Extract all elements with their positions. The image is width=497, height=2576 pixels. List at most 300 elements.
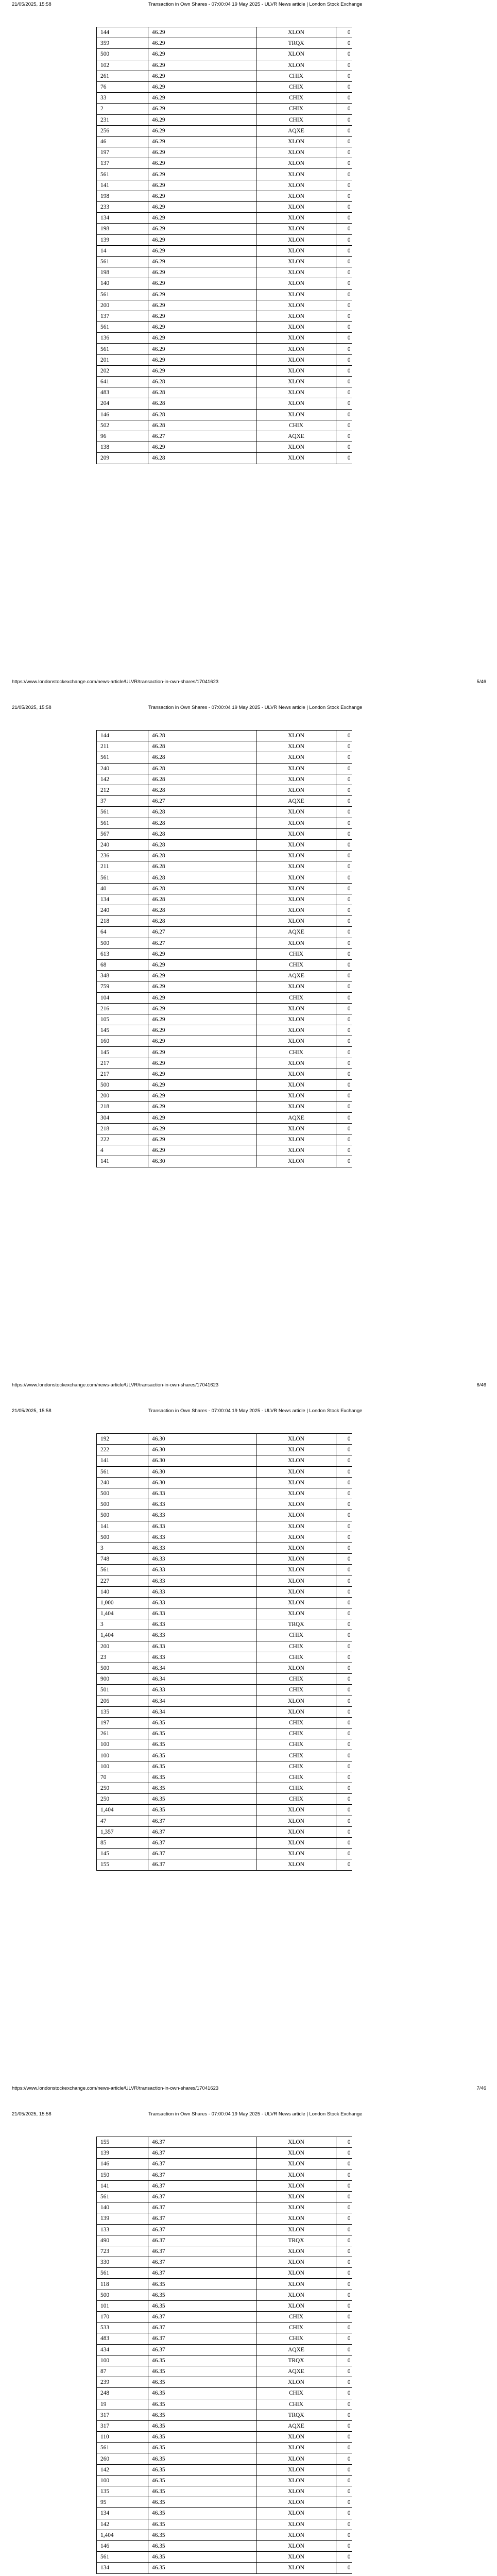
venue-cell: CHIX [256, 2388, 336, 2399]
time-cell: 0 [336, 905, 352, 916]
price-cell: 46.29 [148, 60, 256, 71]
venue-cell: XLON [256, 807, 336, 818]
price-cell: 46.27 [148, 927, 256, 938]
table-row [97, 2300, 352, 2311]
venue-cell: XLON [256, 147, 336, 158]
venue-cell: XLON [256, 2508, 336, 2519]
volume-cell: 483 [97, 2333, 148, 2344]
venue-cell: AQXE [256, 1112, 336, 1123]
table-row [97, 1488, 352, 1499]
venue-cell: CHIX [256, 1047, 336, 1058]
table-row [97, 741, 352, 752]
table-row [97, 2202, 352, 2213]
table-row [97, 2420, 352, 2431]
pdf-page [0, 0, 497, 703]
venue-cell: XLON [256, 245, 336, 256]
venue-cell: CHIX [256, 71, 336, 81]
time-cell: 0 [336, 2290, 352, 2300]
price-cell: 46.30 [148, 1466, 256, 1477]
venue-cell: XLON [256, 1543, 336, 1553]
venue-cell: TRQX [256, 2355, 336, 2366]
venue-cell: XLON [256, 2246, 336, 2257]
venue-cell: XLON [256, 1565, 336, 1575]
table-row [97, 1630, 352, 1641]
volume-cell: 500 [97, 1499, 148, 1510]
venue-cell: XLON [256, 1586, 336, 1597]
price-cell: 46.35 [148, 1739, 256, 1750]
table-row [97, 267, 352, 278]
table-row [97, 256, 352, 267]
table-row [97, 1826, 352, 1837]
volume-cell: 533 [97, 2323, 148, 2333]
venue-cell: XLON [256, 818, 336, 828]
venue-cell: XLON [256, 1663, 336, 1673]
price-cell: 46.37 [148, 2257, 256, 2268]
volume-cell: 70 [97, 1772, 148, 1783]
time-cell: 0 [336, 1783, 352, 1794]
table-row [97, 104, 352, 114]
time-cell: 0 [336, 365, 352, 376]
venue-cell: XLON [256, 763, 336, 774]
page-footer [12, 1382, 485, 1389]
venue-cell: AQXE [256, 125, 336, 136]
table-row [97, 1805, 352, 1816]
table-row [97, 2290, 352, 2300]
price-cell: 46.29 [148, 311, 256, 321]
volume-cell: 206 [97, 1696, 148, 1706]
volume-cell: 236 [97, 851, 148, 861]
venue-cell: XLON [256, 49, 336, 60]
venue-cell: XLON [256, 2191, 336, 2202]
time-cell: 0 [336, 1554, 352, 1565]
price-cell: 46.35 [148, 2552, 256, 2563]
venue-cell: XLON [256, 1069, 336, 1079]
time-cell: 0 [336, 409, 352, 420]
price-cell: 46.35 [148, 2443, 256, 2453]
time-cell: 0 [336, 916, 352, 927]
price-cell: 46.29 [148, 71, 256, 81]
price-cell: 46.28 [148, 409, 256, 420]
venue-cell: CHIX [256, 1652, 336, 1663]
price-cell: 46.33 [148, 1619, 256, 1630]
venue-cell: XLON [256, 1575, 336, 1586]
price-cell: 46.35 [148, 2464, 256, 2475]
table-row [97, 872, 352, 883]
time-cell: 0 [336, 1091, 352, 1101]
venue-cell: XLON [256, 2540, 336, 2551]
price-cell: 46.35 [148, 1717, 256, 1728]
time-cell: 0 [336, 1586, 352, 1597]
volume-cell: 155 [97, 2137, 148, 2148]
volume-cell: 218 [97, 1123, 148, 1134]
table-row [97, 1685, 352, 1696]
table-row [97, 1014, 352, 1025]
table-row [97, 169, 352, 180]
price-cell: 46.29 [148, 169, 256, 180]
price-cell: 46.28 [148, 731, 256, 741]
table-row [97, 1145, 352, 1156]
table-row [97, 1445, 352, 1455]
venue-cell: XLON [256, 1003, 336, 1014]
venue-cell: XLON [256, 1499, 336, 1510]
time-cell: 0 [336, 104, 352, 114]
price-cell: 46.35 [148, 1805, 256, 1816]
time-cell: 0 [336, 2137, 352, 2148]
volume-cell: 723 [97, 2246, 148, 2257]
price-cell: 46.35 [148, 2453, 256, 2464]
venue-cell: XLON [256, 442, 336, 453]
time-cell: 0 [336, 114, 352, 125]
venue-cell: XLON [256, 1816, 336, 1826]
time-cell: 0 [336, 322, 352, 333]
table-row [97, 322, 352, 333]
time-cell: 0 [336, 741, 352, 752]
time-cell: 0 [336, 2235, 352, 2246]
volume-cell: 748 [97, 1554, 148, 1565]
volume-cell: 33 [97, 93, 148, 104]
time-cell: 0 [336, 169, 352, 180]
volume-cell: 561 [97, 1565, 148, 1575]
price-cell: 46.37 [148, 1849, 256, 1859]
table-row [97, 2432, 352, 2443]
time-cell: 0 [336, 278, 352, 289]
time-cell: 0 [336, 2377, 352, 2388]
time-cell: 0 [336, 289, 352, 300]
price-cell: 46.33 [148, 1532, 256, 1543]
table-row [97, 2268, 352, 2279]
price-cell: 46.35 [148, 2508, 256, 2519]
volume-cell: 561 [97, 256, 148, 267]
volume-cell: 500 [97, 49, 148, 60]
table-row [97, 796, 352, 807]
venue-cell: XLON [256, 224, 336, 234]
venue-cell: XLON [256, 2202, 336, 2213]
time-cell: 0 [336, 2333, 352, 2344]
time-cell: 0 [336, 1521, 352, 1532]
print-date: 21/05/2025, 15:58 [12, 2111, 52, 2117]
table-row [97, 971, 352, 981]
price-cell: 46.35 [148, 2399, 256, 2410]
page-header [12, 2, 485, 9]
price-cell: 46.33 [148, 1488, 256, 1499]
volume-cell: 211 [97, 861, 148, 872]
volume-cell: 197 [97, 147, 148, 158]
volume-cell: 900 [97, 1674, 148, 1685]
table-row [97, 81, 352, 92]
table-row [97, 1728, 352, 1739]
venue-cell: XLON [256, 2519, 336, 2530]
venue-cell: CHIX [256, 104, 336, 114]
venue-cell: AQXE [256, 927, 336, 938]
time-cell: 0 [336, 1488, 352, 1499]
time-cell: 0 [336, 1728, 352, 1739]
venue-cell: XLON [256, 2170, 336, 2180]
price-cell: 46.30 [148, 1455, 256, 1466]
time-cell: 0 [336, 2312, 352, 2323]
venue-cell: XLON [256, 398, 336, 409]
volume-cell: 222 [97, 1134, 148, 1145]
time-cell: 0 [336, 147, 352, 158]
volume-cell: 100 [97, 2355, 148, 2366]
venue-cell: XLON [256, 60, 336, 71]
venue-cell: XLON [256, 256, 336, 267]
volume-cell: 231 [97, 114, 148, 125]
volume-cell: 144 [97, 27, 148, 38]
price-cell: 46.37 [148, 2224, 256, 2235]
time-cell: 0 [336, 785, 352, 795]
table-row [97, 2540, 352, 2551]
price-cell: 46.35 [148, 2540, 256, 2551]
time-cell: 0 [336, 2497, 352, 2508]
time-cell: 0 [336, 267, 352, 278]
volume-cell: 144 [97, 731, 148, 741]
volume-cell: 155 [97, 1859, 148, 1870]
table-row [97, 442, 352, 453]
table-row [97, 27, 352, 38]
volume-cell: 110 [97, 2432, 148, 2443]
volume-cell: 100 [97, 2475, 148, 2486]
price-cell: 46.29 [148, 1101, 256, 1112]
time-cell: 0 [336, 1706, 352, 1717]
price-cell: 46.35 [148, 2420, 256, 2431]
time-cell: 0 [336, 2388, 352, 2399]
table-row [97, 1156, 352, 1167]
venue-cell: XLON [256, 453, 336, 464]
time-cell: 0 [336, 1674, 352, 1685]
venue-cell: XLON [256, 333, 336, 344]
venue-cell: CHIX [256, 1783, 336, 1794]
venue-cell: XLON [256, 377, 336, 387]
price-cell: 46.29 [148, 1058, 256, 1069]
table-row [97, 2464, 352, 2475]
time-cell: 0 [336, 959, 352, 970]
volume-cell: 134 [97, 213, 148, 224]
price-cell: 46.28 [148, 453, 256, 464]
volume-cell: 137 [97, 158, 148, 169]
venue-cell: CHIX [256, 959, 336, 970]
time-cell: 0 [336, 2530, 352, 2540]
time-cell: 0 [336, 828, 352, 839]
table-row [97, 938, 352, 948]
time-cell: 0 [336, 927, 352, 938]
table-row [97, 731, 352, 741]
table-row [97, 278, 352, 289]
volume-cell: 192 [97, 1434, 148, 1445]
volume-cell: 248 [97, 2388, 148, 2399]
price-cell: 46.28 [148, 785, 256, 795]
price-cell: 46.37 [148, 2268, 256, 2279]
venue-cell: XLON [256, 2530, 336, 2540]
table-row [97, 2366, 352, 2377]
table-row [97, 1772, 352, 1783]
volume-cell: 500 [97, 1510, 148, 1521]
table-row [97, 1816, 352, 1826]
volume-cell: 330 [97, 2257, 148, 2268]
venue-cell: XLON [256, 981, 336, 992]
table-row [97, 1849, 352, 1859]
page-number: 6/46 [476, 1382, 486, 1388]
time-cell: 0 [336, 731, 352, 741]
time-cell: 0 [336, 2170, 352, 2180]
price-cell: 46.35 [148, 2475, 256, 2486]
time-cell: 0 [336, 894, 352, 905]
price-cell: 46.33 [148, 1586, 256, 1597]
table-row [97, 431, 352, 442]
venue-cell: XLON [256, 2377, 336, 2388]
table-row [97, 2148, 352, 2159]
volume-cell: 198 [97, 224, 148, 234]
volume-cell: 500 [97, 1532, 148, 1543]
time-cell: 0 [336, 1685, 352, 1696]
venue-cell: XLON [256, 365, 336, 376]
venue-cell: XLON [256, 774, 336, 785]
table-row [97, 1091, 352, 1101]
time-cell: 0 [336, 1794, 352, 1805]
price-cell: 46.28 [148, 377, 256, 387]
venue-cell: XLON [256, 2268, 336, 2279]
price-cell: 46.37 [148, 2202, 256, 2213]
venue-cell: XLON [256, 1706, 336, 1717]
table-row [97, 1641, 352, 1652]
price-cell: 46.35 [148, 2377, 256, 2388]
venue-cell: XLON [256, 387, 336, 398]
price-cell: 46.35 [148, 1761, 256, 1772]
volume-cell: 141 [97, 1521, 148, 1532]
price-cell: 46.29 [148, 256, 256, 267]
time-cell: 0 [336, 1750, 352, 1761]
venue-cell: XLON [256, 872, 336, 883]
volume-cell: 135 [97, 1706, 148, 1717]
price-cell: 46.33 [148, 1641, 256, 1652]
volume-cell: 101 [97, 2300, 148, 2311]
table-row [97, 2279, 352, 2290]
table-row [97, 1510, 352, 1521]
time-cell: 0 [336, 300, 352, 311]
venue-cell: XLON [256, 1466, 336, 1477]
venue-cell: XLON [256, 828, 336, 839]
table-row [97, 2257, 352, 2268]
venue-cell: XLON [256, 354, 336, 365]
table-row [97, 1663, 352, 1673]
time-cell: 0 [336, 1025, 352, 1036]
price-cell: 46.29 [148, 948, 256, 959]
transactions-table [96, 730, 352, 1167]
volume-cell: 2 [97, 104, 148, 114]
venue-cell: CHIX [256, 1674, 336, 1685]
venue-cell: XLON [256, 2453, 336, 2464]
table-row [97, 2453, 352, 2464]
volume-cell: 250 [97, 1783, 148, 1794]
venue-cell: XLON [256, 2224, 336, 2235]
page-number: 7/46 [476, 2086, 486, 2091]
table-row [97, 839, 352, 850]
time-cell: 0 [336, 1134, 352, 1145]
price-cell: 46.28 [148, 774, 256, 785]
time-cell: 0 [336, 861, 352, 872]
volume-cell: 134 [97, 2508, 148, 2519]
table-row [97, 828, 352, 839]
venue-cell: TRQX [256, 38, 336, 49]
price-cell: 46.29 [148, 442, 256, 453]
price-cell: 46.35 [148, 2497, 256, 2508]
venue-cell: XLON [256, 839, 336, 850]
price-cell: 46.35 [148, 2366, 256, 2377]
volume-cell: 567 [97, 828, 148, 839]
price-cell: 46.37 [148, 2312, 256, 2323]
table-row [97, 959, 352, 970]
price-cell: 46.35 [148, 2300, 256, 2311]
venue-cell: XLON [256, 322, 336, 333]
time-cell: 0 [336, 752, 352, 763]
price-cell: 46.29 [148, 267, 256, 278]
price-cell: 46.37 [148, 2159, 256, 2170]
price-cell: 46.37 [148, 2191, 256, 2202]
venue-cell: XLON [256, 191, 336, 201]
price-cell: 46.35 [148, 2486, 256, 2497]
price-cell: 46.29 [148, 38, 256, 49]
time-cell: 0 [336, 27, 352, 38]
venue-cell: XLON [256, 300, 336, 311]
venue-cell: AQXE [256, 2344, 336, 2355]
table-row [97, 1619, 352, 1630]
price-cell: 46.29 [148, 981, 256, 992]
time-cell: 0 [336, 1543, 352, 1553]
price-cell: 46.27 [148, 431, 256, 442]
volume-cell: 64 [97, 927, 148, 938]
venue-cell: XLON [256, 1608, 336, 1619]
venue-cell: XLON [256, 741, 336, 752]
table-row [97, 2519, 352, 2530]
volume-cell: 170 [97, 2312, 148, 2323]
time-cell: 0 [336, 851, 352, 861]
venue-cell: XLON [256, 2137, 336, 2148]
price-cell: 46.37 [148, 2323, 256, 2333]
venue-cell: XLON [256, 752, 336, 763]
volume-cell: 23 [97, 1652, 148, 1663]
volume-cell: 146 [97, 409, 148, 420]
price-cell: 46.29 [148, 93, 256, 104]
time-cell: 0 [336, 1123, 352, 1134]
time-cell: 0 [336, 2323, 352, 2333]
venue-cell: XLON [256, 2279, 336, 2290]
time-cell: 0 [336, 2432, 352, 2443]
volume-cell: 140 [97, 1586, 148, 1597]
time-cell: 0 [336, 1510, 352, 1521]
venue-cell: AQXE [256, 971, 336, 981]
table-row [97, 2552, 352, 2563]
time-cell: 0 [336, 1080, 352, 1091]
time-cell: 0 [336, 2191, 352, 2202]
time-cell: 0 [336, 1069, 352, 1079]
table-row [97, 1521, 352, 1532]
table-row [97, 420, 352, 431]
time-cell: 0 [336, 774, 352, 785]
table-row [97, 38, 352, 49]
time-cell: 0 [336, 1597, 352, 1608]
venue-cell: XLON [256, 2432, 336, 2443]
time-cell: 0 [336, 344, 352, 354]
table-row [97, 114, 352, 125]
time-cell: 0 [336, 883, 352, 894]
table-row [97, 1101, 352, 1112]
volume-cell: 500 [97, 938, 148, 948]
table-row [97, 1123, 352, 1134]
time-cell: 0 [336, 191, 352, 201]
table-row [97, 2312, 352, 2323]
volume-cell: 135 [97, 2486, 148, 2497]
venue-cell: XLON [256, 1091, 336, 1101]
volume-cell: 145 [97, 1849, 148, 1859]
